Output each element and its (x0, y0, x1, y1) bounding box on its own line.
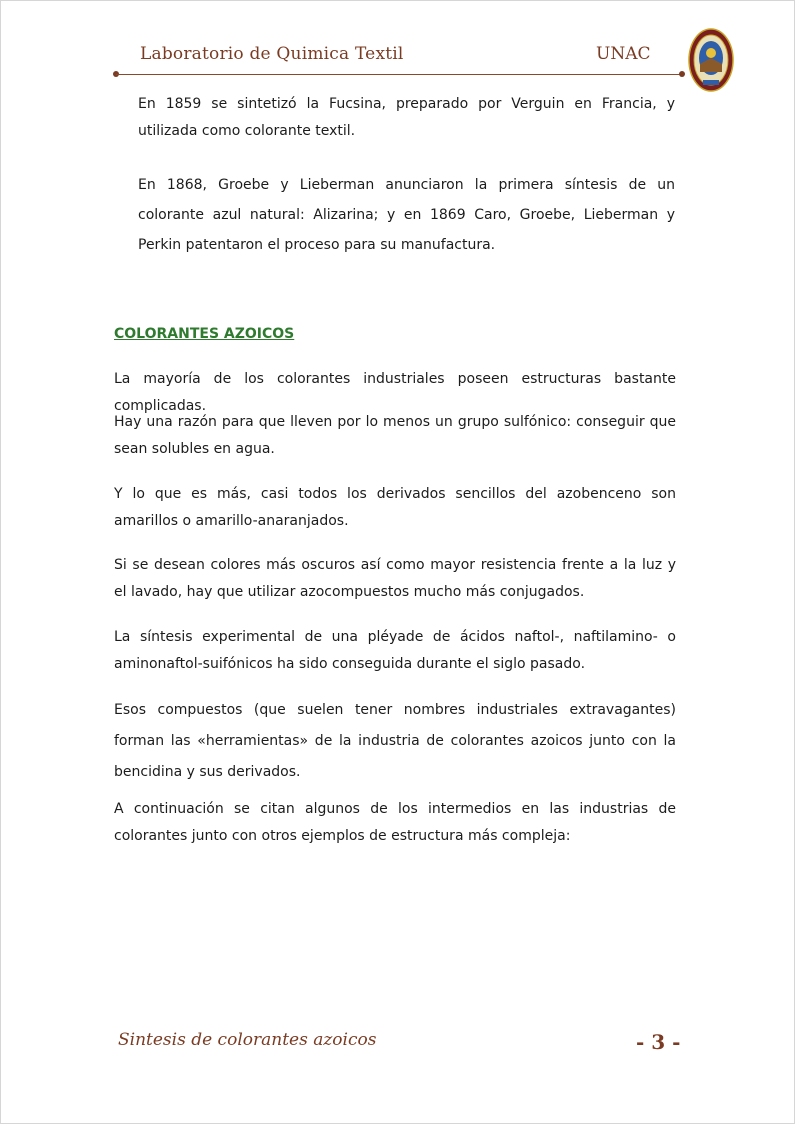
header-rule (116, 74, 682, 75)
header-org: UNAC (596, 44, 651, 64)
section-paragraph: A continuación se citan algunos de los intermedios en las industrias de colorantes junto con otros ejemplos de estructura más compleja: (114, 801, 676, 844)
page-number: - 3 - (636, 1030, 681, 1054)
header-title: Laboratorio de Quimica Textil (140, 44, 404, 64)
footer-title: Sintesis de colorantes azoicos (118, 1030, 377, 1050)
section-paragraph: Esos compuestos (que suelen tener nombres industriales extravagantes) forman las «herramientas» de la industria de colorantes azoicos junto con la bencidina y sus derivados. (114, 702, 676, 780)
section-paragraph: La mayoría de los colorantes industriales poseen estructuras bastante complicadas. (114, 371, 676, 414)
header-rule-dot-right (679, 71, 685, 77)
intro-paragraph-fucsina: En 1859 se sintetizó la Fucsina, preparado por Verguin en Francia, y utilizada como colorante textil. (138, 96, 675, 139)
section-paragraph: Hay una razón para que lleven por lo menos un grupo sulfónico: conseguir que sean solubles en agua. (114, 414, 676, 457)
university-seal-icon (688, 28, 734, 92)
section-paragraph: Y lo que es más, casi todos los derivados sencillos del azobenceno son amarillos o amarillo-anaranjados. (114, 486, 676, 529)
intro-paragraph-alizarina: En 1868, Groebe y Lieberman anunciaron la primera síntesis de un colorante azul natural: Alizarina; y en 1869 Caro, Groebe, Lieberman y Perkin patentaron el proceso para su manufactura. (138, 177, 675, 253)
section-paragraph: Si se desean colores más oscuros así como mayor resistencia frente a la luz y el lavado, hay que utilizar azocompuestos mucho más conjugados. (114, 557, 676, 600)
section-paragraph: La síntesis experimental de una pléyade de ácidos naftol-, naftilamino- o aminonaftol-suifónicos ha sido conseguida durante el siglo pasado. (114, 629, 676, 672)
section-heading: COLORANTES AZOICOS (114, 326, 295, 342)
